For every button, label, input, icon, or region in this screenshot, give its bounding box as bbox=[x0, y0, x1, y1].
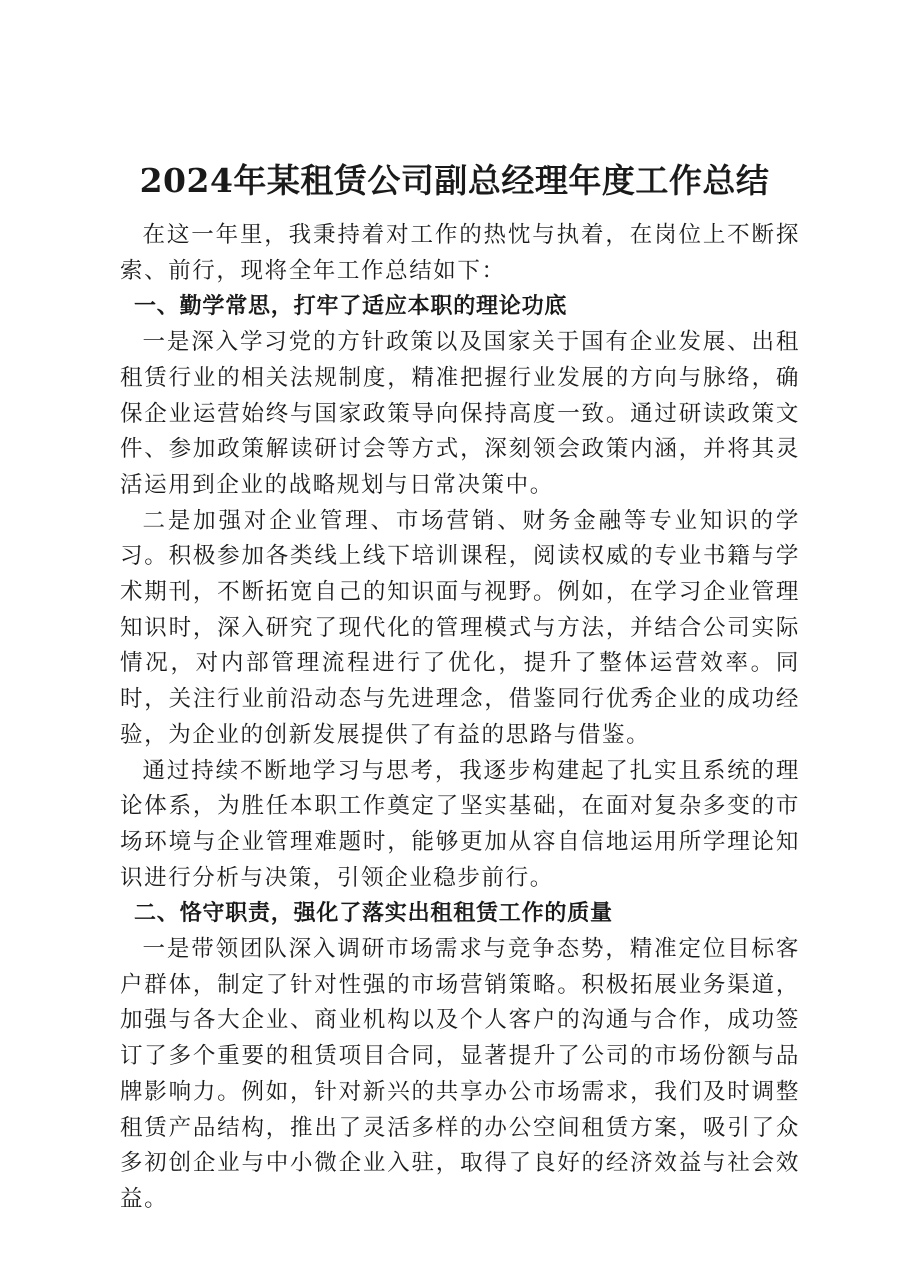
section-2 bbox=[120, 896, 800, 1217]
section-paragraph: 通过持续不断地学习与思考，我逐步构建起了扎实且系统的理论体系，为胜任本职工作奠定了坚实基础，在面对复杂多变的市场环境与企业管理难题时，能够更加从容自信地运用所学理论知识进行分析与决策，引领企业稳步前行。 bbox=[120, 757, 800, 891]
section-paragraph: 一是带领团队深入调研市场需求与竞争态势，精准定位目标客户群体，制定了针对性强的市场营销策略。积极拓展业务渠道，加强与各大企业、商业机构以及个人客户的沟通与合作，成功签订了多个重要的租赁项目合同，显著提升了公司的市场份额与品牌影响力。例如，针对新兴的共享办公市场需求，我们及时调整租赁产品结构，推出了灵活多样的办公空间租赁方案，吸引了众多初创企业与中小微企业入驻，取得了良好的经济效益与社会效益。 bbox=[120, 936, 800, 1212]
section-paragraph: 二是加强对企业管理、市场营销、财务金融等专业知识的学习。积极参加各类线上线下培训课程，阅读权威的专业书籍与学术期刊，不断拓宽自己的知识面与视野。例如，在学习企业管理知识时，深入研究了现代化的管理模式与方法，并结合公司实际情况，对内部管理流程进行了优化，提升了整体运营效率。同时，关注行业前沿动态与先进理念，借鉴同行优秀企业的成功经验，为企业的创新发展提供了有益的思路与借鉴。 bbox=[120, 507, 800, 748]
section-1 bbox=[120, 289, 800, 896]
section-paragraph: 一是深入学习党的方针政策以及国家关于国有企业发展、出租租赁行业的相关法规制度，精准把握行业发展的方向与脉络，确保企业运营始终与国家政策导向保持高度一致。通过研读政策文件、参加政策解读研讨会等方式，深刻领会政策内涵，并将其灵活运用到企业的战略规划与日常决策中。 bbox=[120, 329, 800, 498]
section-heading: 二、恪守职责，强化了落实出租租赁工作的质量 bbox=[134, 901, 613, 927]
document-body bbox=[120, 218, 800, 1218]
document-title: 2024年某租赁公司副总经理年度工作总结 bbox=[139, 161, 770, 200]
intro-paragraph: 在这一年里，我秉持着对工作的热忱与执着，在岗位上不断探索、前行，现将全年工作总结如下： bbox=[120, 222, 800, 284]
section-heading: 一、勤学常思，打牢了适应本职的理论功底 bbox=[134, 294, 568, 320]
